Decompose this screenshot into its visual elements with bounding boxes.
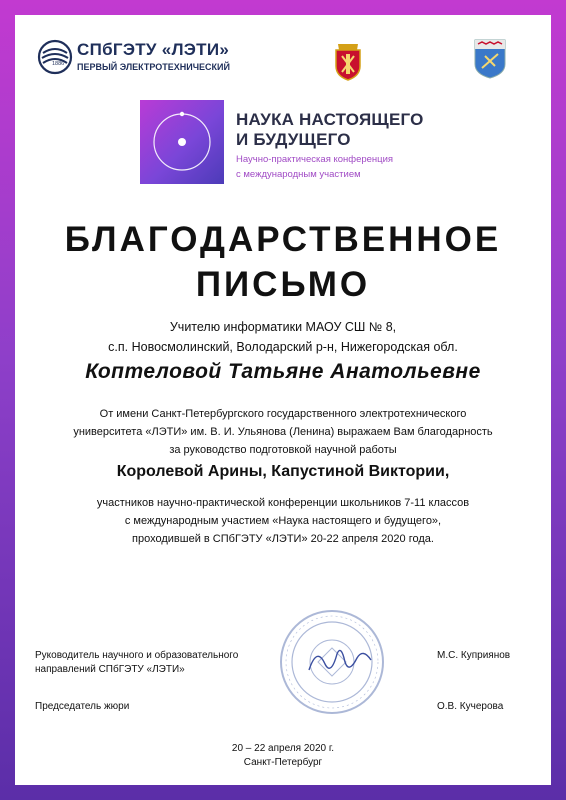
conference-title-line1: НАУКА НАСТОЯЩЕГО bbox=[236, 110, 424, 129]
student-names: Королевой Арины, Капустиной Виктории, bbox=[116, 463, 450, 480]
conference-logo bbox=[140, 100, 440, 184]
body-line2: университета «ЛЭТИ» им. В. И. Ульянова (Ленина) выражаем Вам благодарность bbox=[73, 426, 493, 438]
signatory1-role-line1: Руководитель научного и образовательного bbox=[35, 650, 239, 661]
signatory2-name: О.В. Кучерова bbox=[437, 701, 504, 712]
footer-date: 20 – 22 апреля 2020 г. bbox=[231, 743, 335, 754]
saint-petersburg-coat-of-arms-icon bbox=[328, 38, 368, 82]
document-heading-line1: БЛАГОДАРСТВЕННОЕ bbox=[64, 220, 502, 259]
conference-subtitle-line2: с международным участием bbox=[236, 169, 361, 180]
signatory2-role: Председатель жюри bbox=[35, 701, 130, 712]
recipient-role: Учителю информатики МАОУ СШ № 8, bbox=[169, 320, 397, 334]
signatory1-role-line2: направлений СПбГЭТУ «ЛЭТИ» bbox=[35, 664, 185, 675]
orbit-icon bbox=[140, 100, 224, 184]
conference-title-line2: И БУДУЩЕГО bbox=[236, 130, 351, 149]
conference-subtitle-line1: Научно-практическая конференция bbox=[236, 154, 394, 165]
signatory1-name: М.С. Куприянов bbox=[437, 650, 511, 661]
university-subtitle: ПЕРВЫЙ ЭЛЕКТРОТЕХНИЧЕСКИЙ bbox=[77, 62, 230, 72]
closing-line1: участников научно-практической конференции школьников 7-11 классов bbox=[96, 497, 470, 509]
footer-city: Санкт-Петербург bbox=[243, 757, 323, 768]
conference-emblem bbox=[140, 100, 224, 184]
university-logo bbox=[37, 35, 257, 81]
body-line3: за руководство подготовкой научной работы bbox=[169, 444, 397, 456]
document-heading-line2: ПИСЬМО bbox=[195, 265, 371, 304]
university-emblem-icon bbox=[37, 39, 73, 75]
recipient-name: Коптеловой Татьяне Анатольевне bbox=[85, 360, 481, 383]
signature-icon bbox=[305, 640, 375, 680]
closing-line2: с международным участием «Наука настоящего и будущего», bbox=[124, 515, 442, 527]
university-name: СПбГЭТУ «ЛЭТИ» bbox=[77, 40, 230, 59]
recipient-location: с.п. Новосмолинский, Володарский р-н, Нижегородская обл. bbox=[108, 340, 458, 354]
leningrad-oblast-coat-of-arms-icon bbox=[473, 38, 507, 80]
body-line1: От имени Санкт-Петербургского государственного электротехнического bbox=[99, 408, 467, 420]
closing-line3: проходившей в СПбГЭТУ «ЛЭТИ» 20-22 апреля 2020 года. bbox=[132, 533, 434, 545]
university-year: 1886 bbox=[52, 61, 65, 67]
